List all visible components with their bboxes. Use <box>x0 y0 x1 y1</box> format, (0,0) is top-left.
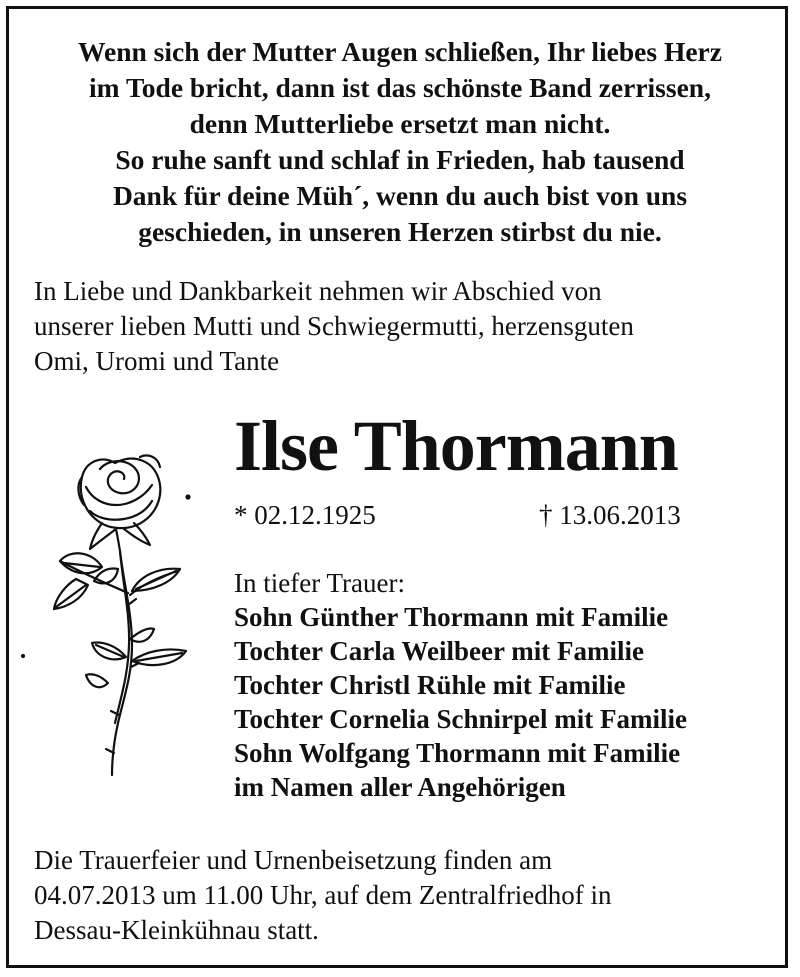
mourner-item: im Namen aller Angehörigen <box>234 772 566 802</box>
poem-line: im Tode bricht, dann ist das schönste Band zerrissen, <box>89 72 711 103</box>
poem-line: Wenn sich der Mutter Augen schließen, Ihr liebes Herz <box>78 36 722 67</box>
rose-illustration-icon <box>20 435 220 785</box>
poem-line: geschieden, in unseren Herzen stirbst du nie. <box>138 216 662 247</box>
intro-line: unserer lieben Mutti und Schwiegermutti, herzensguten <box>34 311 634 341</box>
ceremony-line: Dessau-Kleinkühnau statt. <box>34 915 319 945</box>
ceremony-line: 04.07.2013 um 11.00 Uhr, auf dem Zentralfriedhof in <box>34 880 612 910</box>
memorial-poem <box>0 34 800 250</box>
mourner-item: Tochter Christl Rühle mit Familie <box>234 670 626 700</box>
farewell-intro <box>34 274 634 379</box>
poem-line: denn Mutterliebe ersetzt man nicht. <box>189 108 611 139</box>
intro-line: In Liebe und Dankbarkeit nehmen wir Abschied von <box>34 276 602 306</box>
death-date: † 13.06.2013 <box>539 500 681 530</box>
mourner-item: Sohn Günther Thormann mit Familie <box>234 602 669 632</box>
intro-line: Omi, Uromi und Tante <box>34 346 280 376</box>
ceremony-line: Die Trauerfeier und Urnenbeisetzung finden am <box>34 845 553 875</box>
mourners-list <box>234 600 687 804</box>
poem-line: Dank für deine Müh´, wenn du auch bist von uns <box>112 180 688 211</box>
birth-date: * 02.12.1925 <box>234 500 376 530</box>
ceremony-info <box>34 843 612 948</box>
poem-line: So ruhe sanft und schlaf in Frieden, hab tausend <box>115 144 685 175</box>
deceased-name: Ilse Thormann <box>234 406 678 486</box>
mourner-item: Tochter Carla Weilbeer mit Familie <box>234 636 644 666</box>
mourner-item: Tochter Cornelia Schnirpel mit Familie <box>234 704 687 734</box>
mourners-label: In tiefer Trauer: <box>234 568 405 598</box>
mourner-item: Sohn Wolfgang Thormann mit Familie <box>234 738 681 768</box>
